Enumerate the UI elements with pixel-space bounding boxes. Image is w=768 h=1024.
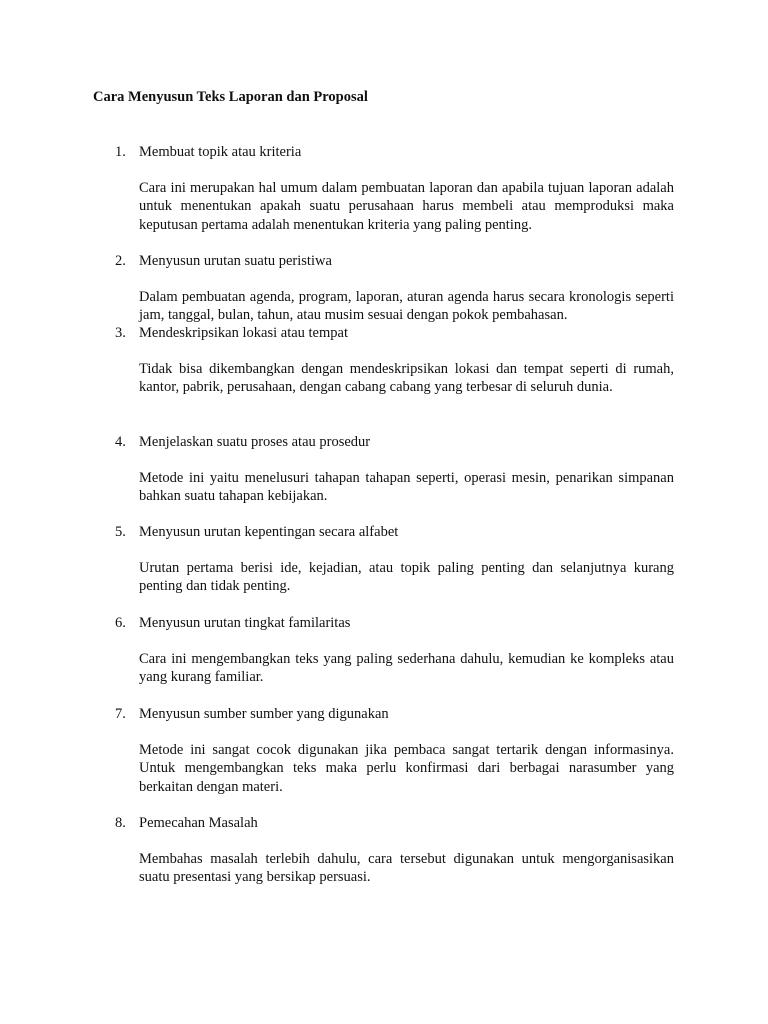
list-item-number: 1. [115, 144, 126, 160]
list-item-heading: Mendeskripsikan lokasi atau tempat [139, 325, 348, 341]
list-item-heading: Menjelaskan suatu proses atau prosedur [139, 434, 371, 450]
list-item-heading: Menyusun urutan suatu peristiwa [139, 253, 332, 269]
list-item-number: 2. [115, 253, 126, 269]
list-item-number: 7. [115, 706, 126, 722]
list-item-heading: Menyusun urutan kepentingan secara alfabet [139, 524, 399, 540]
list-item-number: 5. [115, 524, 126, 540]
list-item-number: 8. [115, 815, 126, 831]
list-item-number: 4. [115, 434, 126, 450]
list-item-body: Metode ini yaitu menelusuri tahapan tahapan seperti, operasi mesin, penarikan simpanan bahkan suatu tahapan kebijakan. [139, 470, 674, 505]
list-item-body: Dalam pembuatan agenda, program, laporan, aturan agenda harus secara kronologis seperti jam, tanggal, bulan, tahun, atau musim sesuai dengan pokok pembahasan. [139, 289, 674, 324]
list-item-number: 3. [115, 325, 126, 341]
list-item-body: Cara ini mengembangkan teks yang paling sederhana dahulu, kemudian ke kompleks atau yang kurang familiar. [139, 651, 674, 686]
list-item-body: Cara ini merupakan hal umum dalam pembuatan laporan dan apabila tujuan laporan adalah untuk menentukan apakah suatu perusahaan harus membeli atau memproduksi maka keputusan pertama adalah menentukan kriteria yang paling penting. [139, 180, 674, 233]
list-item-body: Membahas masalah terlebih dahulu, cara tersebut digunakan untuk mengorganisasikan suatu presentasi yang bersikap persuasi. [139, 851, 674, 886]
list-item-body: Tidak bisa dikembangkan dengan mendeskripsikan lokasi dan tempat seperti di rumah, kantor, pabrik, perusahaan, dengan cabang cabang yang terbesar di seluruh dunia. [139, 361, 674, 396]
list-item-heading: Membuat topik atau kriteria [139, 144, 302, 160]
list-item-heading: Menyusun sumber sumber yang digunakan [139, 706, 389, 722]
list-item-heading: Pemecahan Masalah [139, 815, 258, 831]
list-item-body: Metode ini sangat cocok digunakan jika pembaca sangat tertarik dengan informasinya. Untuk mengembangkan teks maka perlu konfirmasi dari berbagai narasumber yang berkaitan dengan materi. [139, 742, 674, 795]
list-item-number: 6. [115, 615, 126, 631]
document-title: Cara Menyusun Teks Laporan dan Proposal [93, 89, 368, 105]
list-item-body: Urutan pertama berisi ide, kejadian, atau topik paling penting dan selanjutnya kurang penting dan tidak penting. [139, 560, 674, 595]
list-item-heading: Menyusun urutan tingkat familaritas [139, 615, 351, 631]
